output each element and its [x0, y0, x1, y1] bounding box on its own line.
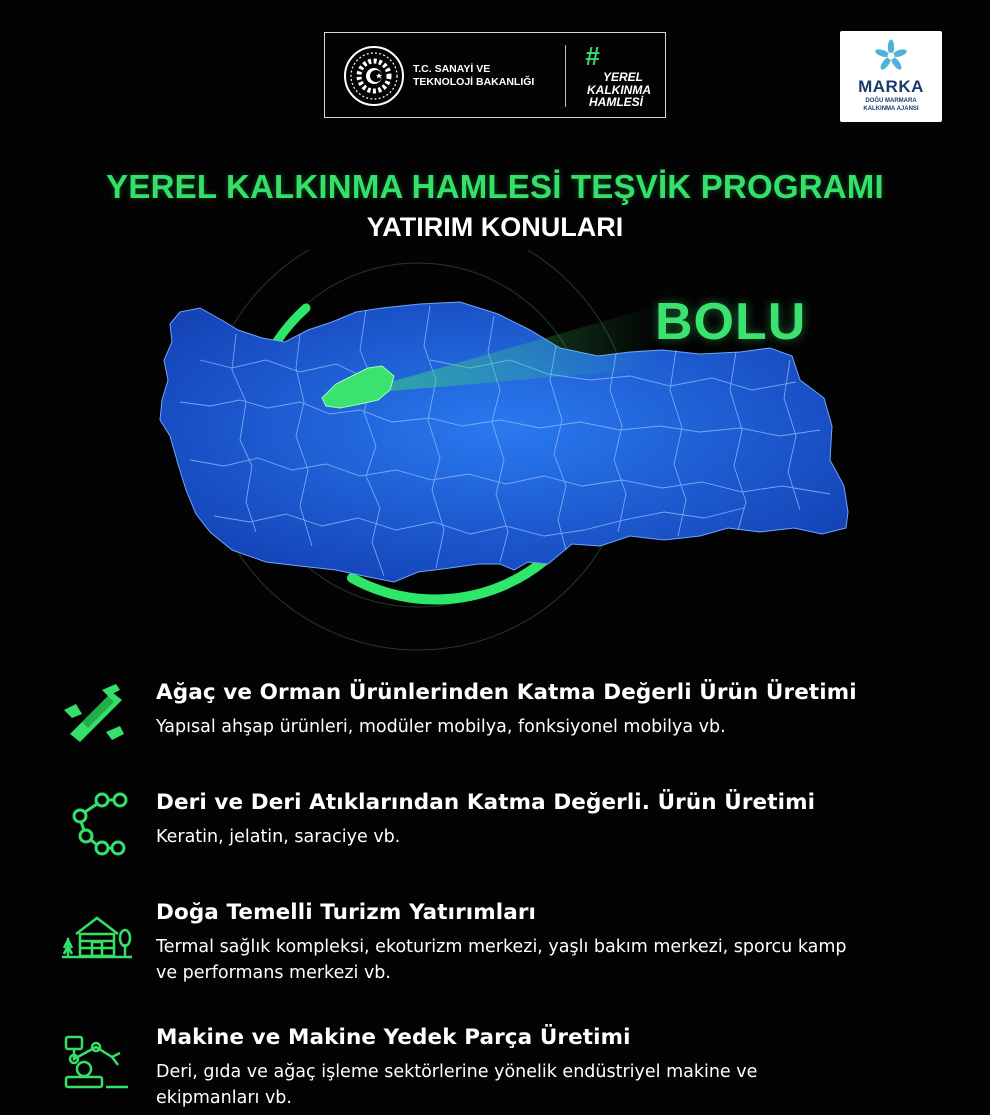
ministry-name-line1: T.C. SANAYİ VE — [413, 63, 491, 75]
topic-description: Termal sağlık kompleksi, ekoturizm merkezi, yaşlı bakım merkezi, sporcu kamp ve performans merkezi vb. — [156, 937, 847, 983]
header-divider — [565, 45, 566, 107]
agency-sub-line2: KALKINMA AJANSI — [863, 105, 919, 112]
highlighted-province-label: BOLU — [655, 293, 807, 351]
topic-title: Deri ve Deri Atıklarından Katma Değerli. Ürün Üretimi — [156, 790, 816, 815]
wood-plank-icon — [62, 682, 132, 748]
molecule-icon — [62, 790, 132, 856]
turkey-map — [0, 250, 990, 660]
marka-logo — [840, 31, 942, 122]
robot-arm-icon — [62, 1029, 132, 1095]
topic-title: Doğa Temelli Turizm Yatırımları — [156, 900, 537, 925]
ministry-seal-icon — [343, 45, 405, 107]
ministry-name-line2: TEKNOLOJİ BAKANLIĞI — [413, 76, 535, 88]
svg-text:HAMLESİ: HAMLESİ — [589, 95, 643, 109]
svg-text:KALKINMA: KALKINMA — [587, 83, 651, 97]
ministry-logo-box — [324, 32, 666, 118]
yerel-kalkinma-hamlesi-logo — [579, 43, 659, 109]
topic-description: Yapısal ahşap ürünleri, modüler mobilya, fonksiyonel mobilya vb. — [156, 717, 726, 737]
agency-name: MARKA — [858, 77, 924, 96]
topic-title: Ağaç ve Orman Ürünlerinden Katma Değerli Ürün Üretimi — [156, 680, 857, 705]
agency-subtitle — [840, 98, 942, 113]
topic-description: Deri, gıda ve ağaç işleme sektörlerine yönelik endüstriyel makine ve ekipmanları vb. — [156, 1062, 758, 1108]
program-subtitle: YATIRIM KONULARI — [366, 212, 624, 242]
program-title: YEREL KALKINMA HAMLESİ TEŞVİK PROGRAMI — [106, 168, 884, 205]
cabin-icon — [62, 904, 132, 970]
ministry-name — [413, 63, 573, 89]
topic-description: Keratin, jelatin, saraciye vb. — [156, 827, 401, 847]
svg-text:#: # — [585, 43, 600, 71]
topic-title: Makine ve Makine Yedek Parça Üretimi — [156, 1025, 631, 1050]
svg-text:YEREL: YEREL — [603, 70, 644, 84]
marka-star-icon — [874, 39, 908, 73]
agency-sub-line1: DOĞU MARMARA — [865, 98, 917, 104]
